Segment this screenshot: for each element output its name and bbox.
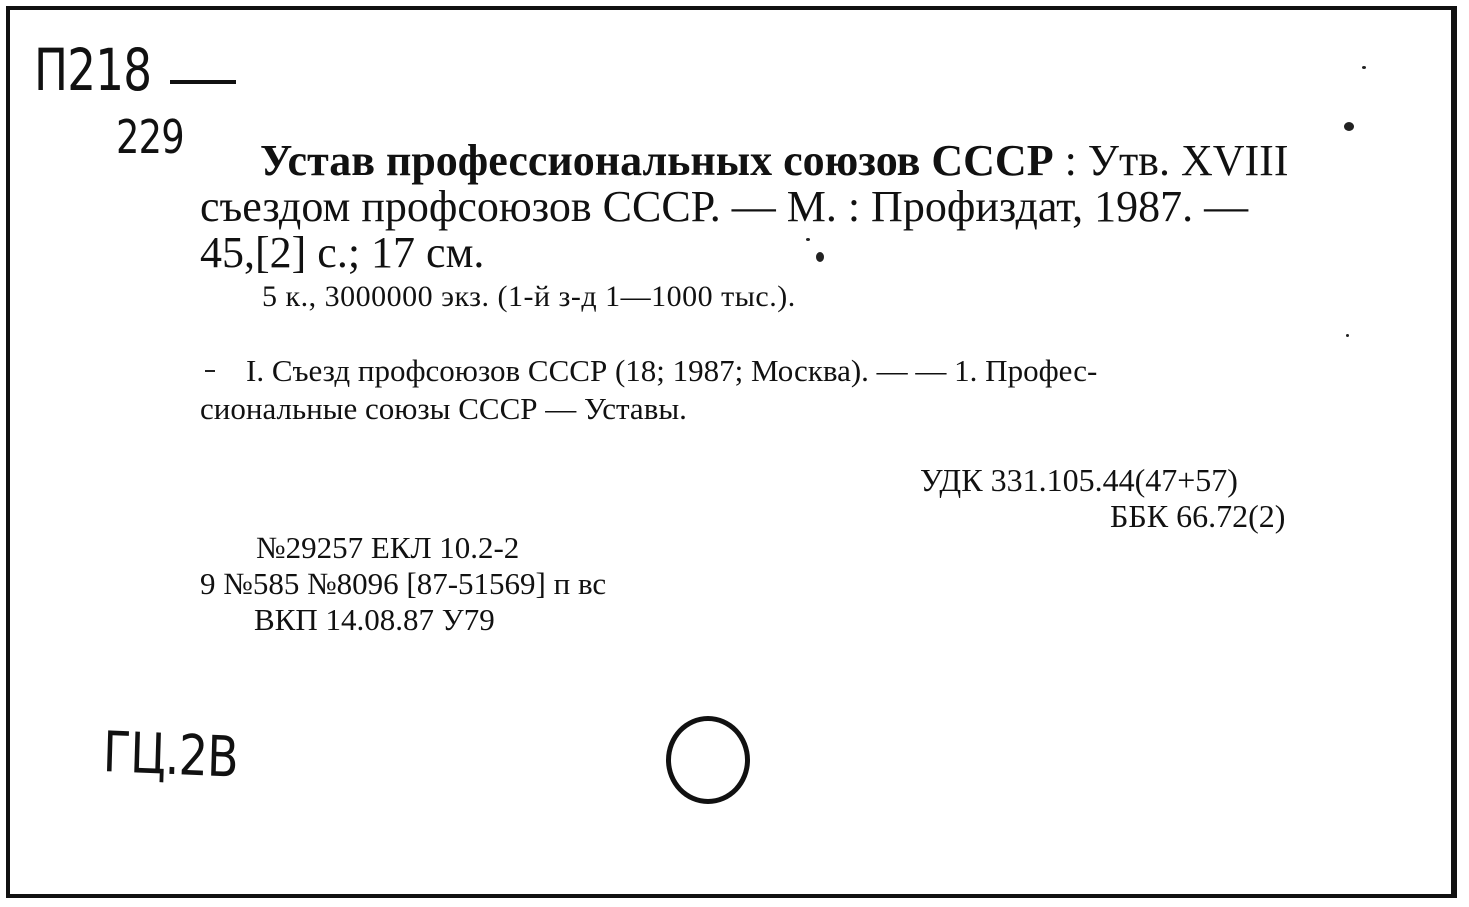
handwritten-code: ГЦ.2В bbox=[102, 720, 239, 791]
scan-speck bbox=[205, 370, 215, 372]
technical-line-1: №29257 ЕКЛ 10.2-2 bbox=[256, 530, 520, 565]
technical-line-3: ВКП 14.08.87 У79 bbox=[254, 602, 495, 637]
scan-speck bbox=[1344, 122, 1354, 131]
scan-speck bbox=[1362, 66, 1366, 69]
price-run-line: 5 к., 3000000 экз. (1-й з-д 1—1000 тыс.). bbox=[262, 280, 796, 313]
title-rest: : Утв. XVIII bbox=[1064, 136, 1289, 185]
title-line bbox=[200, 138, 1360, 184]
subject-line-1: I. Съезд профсоюзов СССР (18; 1987; Москва). — — 1. Профес- bbox=[246, 353, 1098, 388]
extent-line: 45,[2] с.; 17 см. bbox=[200, 228, 485, 277]
subject-line-2: сиональные союзы СССР — Уставы. bbox=[200, 391, 687, 426]
technical-line-2: 9 №585 №8096 [87-51569] п вс bbox=[200, 566, 607, 601]
shelfmark-dash bbox=[170, 80, 236, 84]
scan-speck bbox=[1346, 334, 1349, 337]
punch-hole bbox=[666, 716, 750, 804]
bbk-code: ББК 66.72(2) bbox=[1110, 498, 1286, 534]
scan-speck bbox=[816, 252, 824, 262]
scan-speck bbox=[806, 238, 810, 241]
publication-line: съездом профсоюзов СССР. — М. : Профиздат, 1987. — bbox=[200, 182, 1249, 231]
subject-tracings bbox=[200, 352, 1360, 428]
udc-code: УДК 331.105.44(47+57) bbox=[920, 462, 1238, 498]
handwritten-shelfmark-line1: П218 bbox=[34, 36, 152, 104]
handwritten-shelfmark-line2: 229 bbox=[116, 110, 184, 164]
bibliographic-description bbox=[200, 138, 1360, 276]
title-bold: Устав профессиональных союзов СССР bbox=[260, 136, 1054, 185]
